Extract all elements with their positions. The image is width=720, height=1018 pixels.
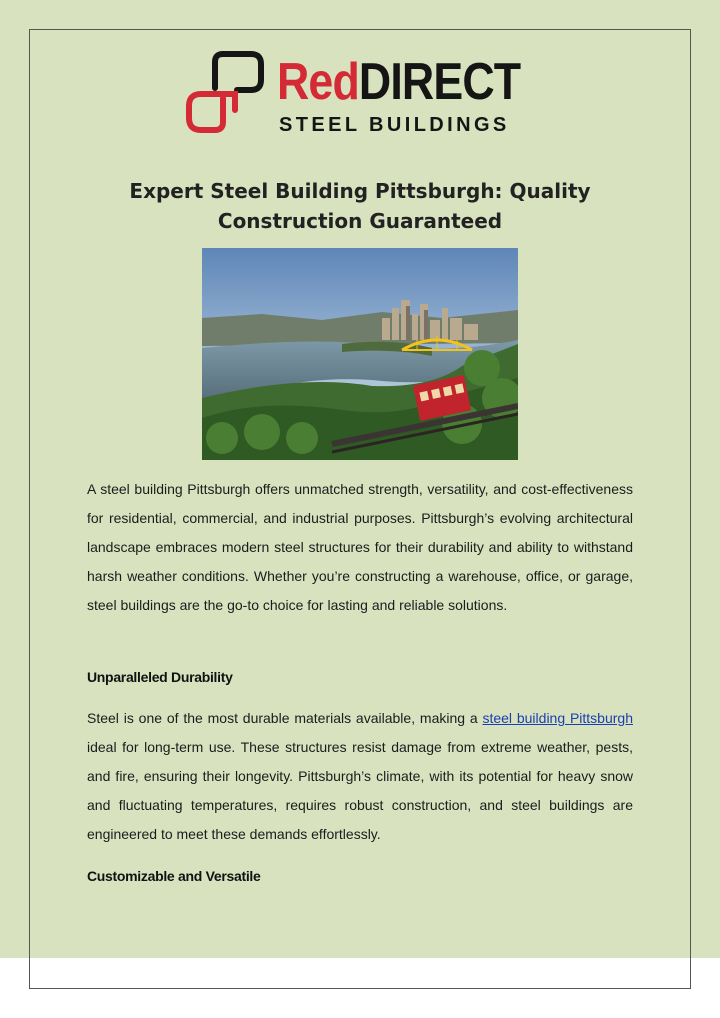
steel-building-pittsburgh-link[interactable]: steel building Pittsburgh: [482, 710, 633, 726]
page-title: Expert Steel Building Pittsburgh: Quality Construction Guaranteed: [129, 179, 591, 233]
brand-tagline: STEEL BUILDINGS: [279, 114, 510, 136]
durability-paragraph: [87, 704, 633, 849]
section-heading-customizable: Customizable and Versatile: [87, 868, 261, 884]
logo-mark-icon: [185, 50, 275, 136]
intro-paragraph: A steel building Pittsburgh offers unmatched strength, versatility, and cost-effectiveness for residential, commercial, and industrial purposes. Pittsburgh’s evolving architectural landscape embraces modern steel structures for their durability and ability to withstand harsh weather conditions. Whether you’re constructing a warehouse, office, or garage, steel buildings are the go-to choice for lasting and reliable solutions.: [87, 481, 633, 613]
pittsburgh-skyline-photo: [202, 248, 518, 460]
reddirect-logo[interactable]: [185, 50, 535, 136]
section-heading-durability: Unparalleled Durability: [87, 669, 233, 685]
brand-name-red: Red: [277, 53, 359, 111]
durability-text-before: Steel is one of the most durable materials available, making a: [87, 710, 483, 726]
brand-wordmark: [277, 53, 521, 111]
brand-name-dark: DIRECT: [358, 53, 521, 111]
durability-text-after: ideal for long-term use. These structures resist damage from extreme weather, pests, and fire, ensuring their longevity. Pittsburgh’s climate, with its potential for heavy snow and fluctuating temperatures, requires robust construction, and steel buildings are engineered to meet these demands effortlessly.: [87, 739, 633, 842]
